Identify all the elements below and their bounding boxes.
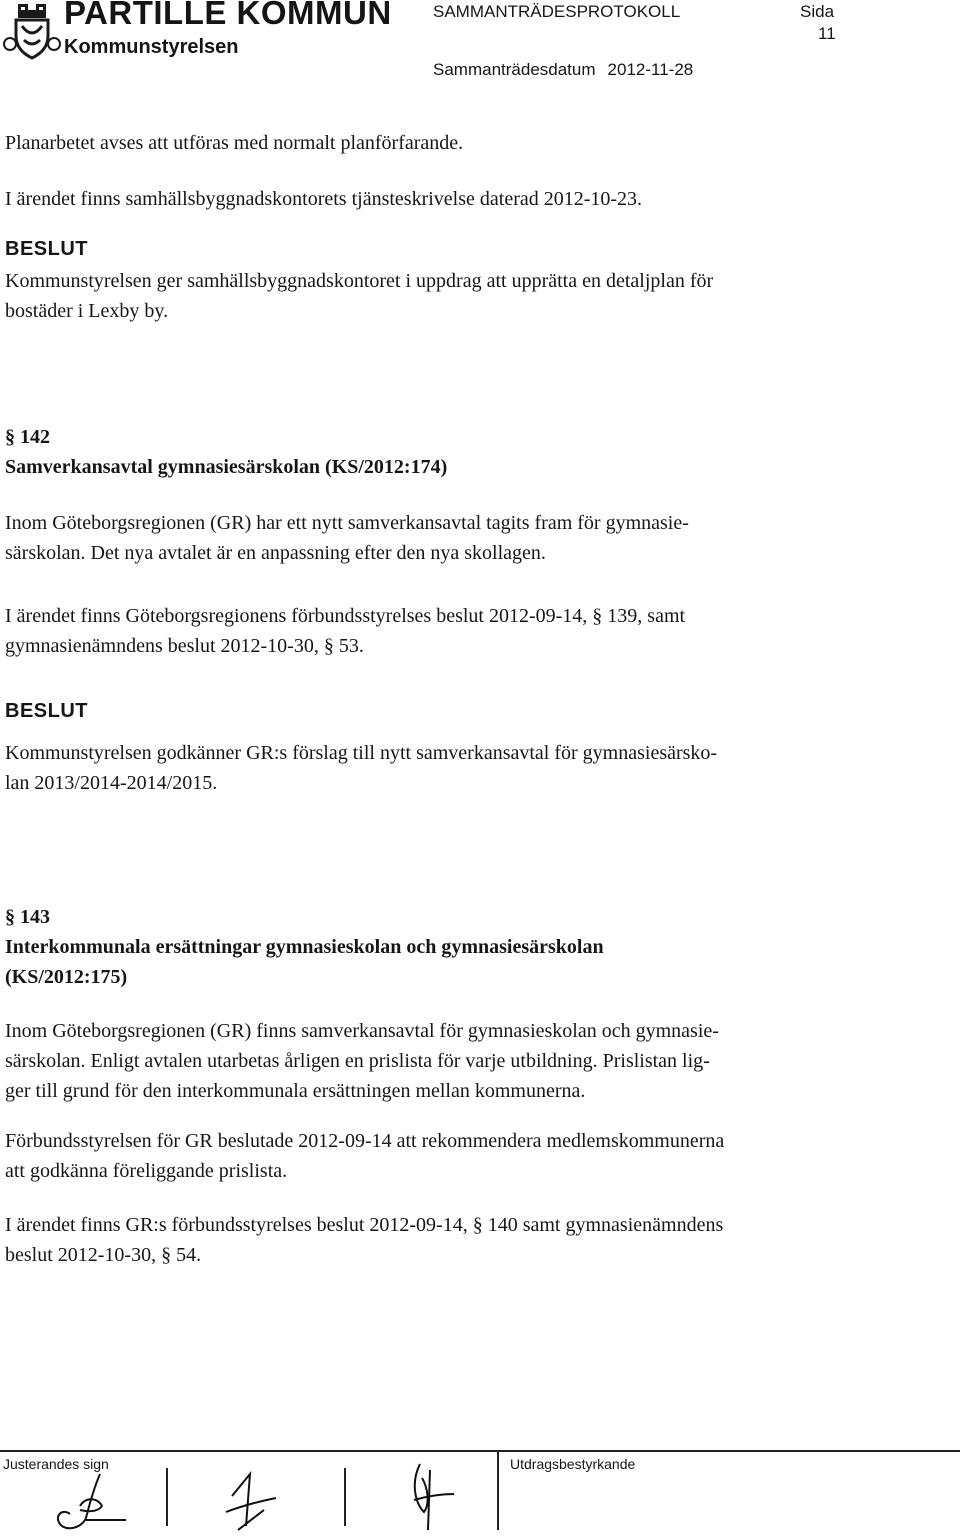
utdragsbestyrkande-label: Utdragsbestyrkande bbox=[510, 1456, 636, 1472]
text-line: att godkänna föreliggande prislista. bbox=[5, 1160, 288, 1182]
organization-name: PARTILLE KOMMUN bbox=[64, 0, 392, 31]
title-line: (KS/2012:175) bbox=[5, 966, 128, 988]
document-type: SAMMANTRÄDESPROTOKOLL bbox=[433, 2, 681, 21]
text-line: I ärendet finns GR:s förbundsstyrelses beslut 2012-09-14, § 140 samt gymnasienämndens bbox=[5, 1214, 724, 1236]
section-number: § 142 bbox=[5, 426, 50, 448]
signature-2-icon bbox=[212, 1466, 292, 1534]
section-title bbox=[5, 932, 845, 992]
title-line: Samverkansavtal gymnasiesärskolan (KS/2012:174) bbox=[5, 456, 448, 478]
section-paragraph bbox=[5, 601, 845, 661]
intro-paragraph-1: Planarbetet avses att utföras med normalt planförfarande. bbox=[5, 132, 464, 154]
text-line: gymnasienämndens beslut 2012-10-30, § 53. bbox=[5, 635, 364, 657]
organization-unit: Kommunstyrelsen bbox=[64, 36, 239, 58]
text-line: Inom Göteborgsregionen (GR) har ett nytt samverkansavtal tagits fram för gymnasie- bbox=[5, 512, 689, 534]
meeting-date-value: 2012-11-28 bbox=[607, 60, 694, 79]
text-line: I ärendet finns Göteborgsregionens förbundsstyrelses beslut 2012-09-14, § 139, samt bbox=[5, 605, 686, 627]
text-line: särskolan. Det nya avtalet är en anpassning efter den nya skollagen. bbox=[5, 542, 546, 564]
section-paragraph bbox=[5, 1016, 845, 1106]
meeting-date bbox=[433, 60, 693, 80]
section-title bbox=[5, 452, 845, 482]
section-paragraph bbox=[5, 1210, 845, 1270]
title-line: Interkommunala ersättningar gymnasieskolan och gymnasiesärskolan bbox=[5, 936, 604, 958]
meeting-date-label: Sammanträdesdatum bbox=[433, 60, 596, 79]
footer-divider bbox=[0, 1450, 960, 1452]
text-line: ger till grund för den interkommunala ersättningen mellan kommunerna. bbox=[5, 1080, 586, 1102]
text-line: särskolan. Enligt avtalen utarbetas årligen en prislista för varje utbildning. Prislistan lig- bbox=[5, 1050, 710, 1072]
intro-beslut-heading: BESLUT bbox=[5, 238, 88, 260]
coat-of-arms-icon bbox=[2, 0, 62, 60]
text-line: Kommunstyrelsen ger samhällsbyggnadskontoret i uppdrag att upprätta en detaljplan för bbox=[5, 270, 714, 292]
section-number: § 143 bbox=[5, 906, 50, 928]
text-line: Kommunstyrelsen godkänner GR:s förslag till nytt samverkansavtal för gymnasiesärsko- bbox=[5, 742, 718, 764]
signature-divider bbox=[497, 1450, 499, 1530]
intro-beslut-text bbox=[5, 266, 845, 326]
justerandes-sign-label: Justerandes sign bbox=[3, 1456, 109, 1472]
section-paragraph bbox=[5, 508, 845, 568]
text-line: beslut 2012-10-30, § 54. bbox=[5, 1244, 202, 1266]
signature-divider bbox=[344, 1468, 346, 1526]
text-line: Förbundsstyrelsen för GR beslutade 2012-09-14 att rekommendera medlemskommunerna bbox=[5, 1130, 725, 1152]
section-beslut-text bbox=[5, 738, 845, 798]
page-label: Sida bbox=[800, 2, 835, 21]
signature-3-icon bbox=[380, 1460, 470, 1534]
intro-paragraph-2: I ärendet finns samhällsbyggnadskontorets tjänsteskrivelse daterad 2012-10-23. bbox=[5, 188, 643, 210]
signature-1-icon bbox=[28, 1470, 138, 1534]
section-beslut-heading: BESLUT bbox=[5, 700, 88, 722]
text-line: bostäder i Lexby by. bbox=[5, 300, 169, 322]
text-line: Inom Göteborgsregionen (GR) finns samverkansavtal för gymnasieskolan och gymnasie- bbox=[5, 1020, 719, 1042]
page-number: 11 bbox=[818, 24, 836, 43]
signature-divider bbox=[166, 1468, 168, 1526]
text-line: lan 2013/2014-2014/2015. bbox=[5, 772, 218, 794]
section-paragraph bbox=[5, 1126, 845, 1186]
